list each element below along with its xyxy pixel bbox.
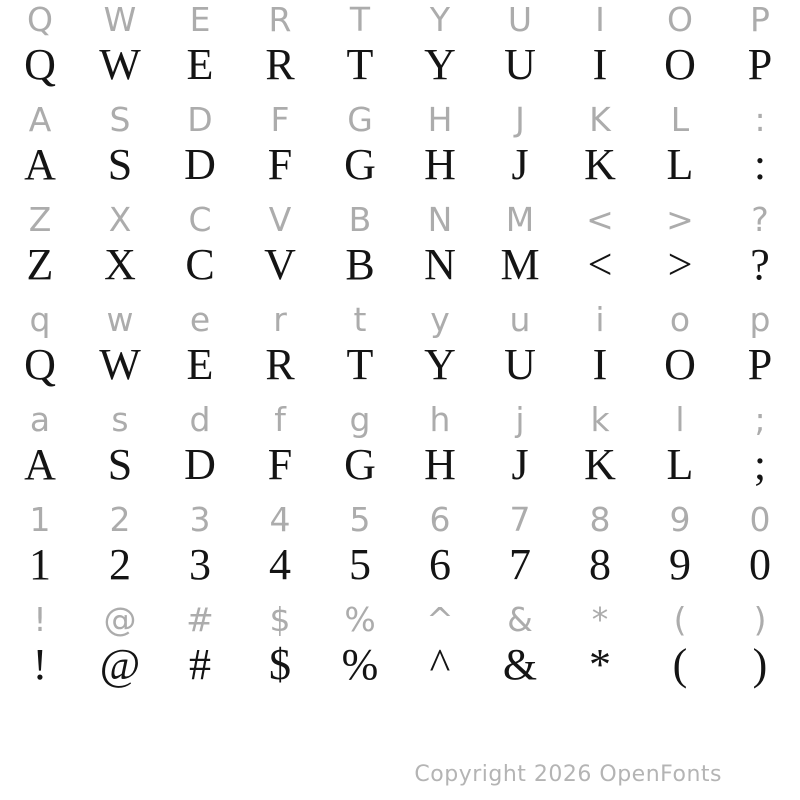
glyph-cell: F bbox=[267, 140, 293, 189]
glyph-cell: H bbox=[424, 440, 456, 489]
glyph-cell: 2 bbox=[109, 540, 131, 589]
glyph-cell: ; bbox=[753, 440, 767, 489]
glyph-cell: o bbox=[669, 300, 691, 339]
glyph-cell: h bbox=[429, 400, 451, 439]
glyph-cell: Z bbox=[26, 240, 54, 289]
glyph-cell: W bbox=[99, 40, 141, 89]
glyph-cell: ! bbox=[32, 640, 48, 689]
glyph-cell: 4 bbox=[269, 540, 291, 589]
glyph-cell: B bbox=[348, 200, 372, 239]
glyph-cell: V bbox=[264, 240, 296, 289]
glyph-cell: K bbox=[589, 100, 611, 139]
glyph-cell: O bbox=[667, 0, 693, 39]
glyph-cell: N bbox=[427, 200, 453, 239]
glyph-cell: ( bbox=[673, 600, 687, 639]
glyph-cell: E bbox=[186, 40, 214, 89]
glyph-cell: s bbox=[111, 400, 129, 439]
glyph-cell: : bbox=[753, 140, 767, 189]
glyph-cell: u bbox=[509, 300, 531, 339]
glyph-cell: X bbox=[108, 200, 132, 239]
glyph-cell: Y bbox=[424, 340, 456, 389]
glyph-cell: ) bbox=[752, 640, 768, 689]
glyph-cell: Z bbox=[28, 200, 52, 239]
glyph-cell: A bbox=[24, 140, 56, 189]
glyph-cell: M bbox=[500, 240, 540, 289]
glyph-cell: @ bbox=[103, 600, 137, 639]
glyph-row-pair-uppercase-2 bbox=[0, 100, 800, 200]
reference-row bbox=[0, 200, 800, 240]
glyph-cell: G bbox=[347, 100, 373, 139]
glyph-cell: I bbox=[592, 340, 608, 389]
glyph-cell: U bbox=[504, 340, 536, 389]
glyph-cell: 8 bbox=[589, 540, 611, 589]
glyph-cell: & bbox=[507, 600, 533, 639]
glyph-cell: * bbox=[591, 600, 609, 639]
glyph-cell: y bbox=[430, 300, 450, 339]
glyph-cell: t bbox=[353, 300, 367, 339]
reference-row bbox=[0, 100, 800, 140]
glyph-cell: Y bbox=[429, 0, 451, 39]
glyph-cell: U bbox=[504, 40, 536, 89]
glyph-cell: ( bbox=[672, 640, 688, 689]
glyph-cell: X bbox=[104, 240, 136, 289]
glyph-cell: g bbox=[349, 400, 371, 439]
glyph-cell: S bbox=[107, 140, 133, 189]
preview-row bbox=[0, 436, 800, 494]
glyph-cell: 1 bbox=[29, 500, 51, 539]
glyph-cell: ! bbox=[33, 600, 47, 639]
glyph-cell: w bbox=[106, 300, 134, 339]
glyph-cell: Q bbox=[27, 0, 53, 39]
glyph-row-pair-uppercase-1 bbox=[0, 0, 800, 100]
glyph-cell: N bbox=[424, 240, 456, 289]
glyph-cell: 5 bbox=[349, 540, 371, 589]
glyph-cell: a bbox=[29, 400, 51, 439]
preview-row bbox=[0, 336, 800, 394]
glyph-cell: f bbox=[274, 400, 286, 439]
reference-row bbox=[0, 400, 800, 440]
glyph-cell: L bbox=[670, 100, 690, 139]
glyph-cell: # bbox=[189, 640, 211, 689]
glyph-cell: R bbox=[265, 340, 295, 389]
glyph-cell: q bbox=[29, 300, 51, 339]
glyph-cell: l bbox=[675, 400, 685, 439]
glyph-cell: I bbox=[595, 0, 605, 39]
glyph-cell: K bbox=[584, 140, 616, 189]
glyph-cell: 5 bbox=[349, 500, 371, 539]
glyph-cell: j bbox=[515, 400, 525, 439]
preview-row bbox=[0, 236, 800, 294]
glyph-cell: G bbox=[344, 140, 376, 189]
glyph-cell: P bbox=[750, 0, 770, 39]
glyph-cell: V bbox=[268, 200, 292, 239]
glyph-cell: % bbox=[341, 640, 379, 689]
glyph-cell: F bbox=[267, 440, 293, 489]
glyph-cell: O bbox=[664, 40, 696, 89]
glyph-cell: ? bbox=[750, 240, 770, 289]
glyph-cell: i bbox=[595, 300, 605, 339]
glyph-cell: K bbox=[584, 440, 616, 489]
glyph-cell: > bbox=[666, 200, 694, 239]
reference-row bbox=[0, 300, 800, 340]
glyph-cell: 6 bbox=[429, 540, 451, 589]
glyph-cell: A bbox=[24, 440, 56, 489]
glyph-cell: 8 bbox=[589, 500, 611, 539]
glyph-cell: W bbox=[103, 0, 137, 39]
glyph-cell: # bbox=[186, 600, 214, 639]
glyph-cell: ^ bbox=[426, 600, 454, 639]
reference-row bbox=[0, 500, 800, 540]
glyph-cell: W bbox=[99, 340, 141, 389]
glyph-cell: % bbox=[344, 600, 376, 639]
glyph-cell: L bbox=[666, 140, 694, 189]
glyph-cell: 9 bbox=[669, 500, 691, 539]
glyph-cell: > bbox=[667, 240, 693, 289]
glyph-cell: D bbox=[184, 140, 216, 189]
glyph-cell: C bbox=[188, 200, 212, 239]
glyph-cell: D bbox=[184, 440, 216, 489]
glyph-row-pair-lowercase-1 bbox=[0, 300, 800, 400]
glyph-cell: 9 bbox=[669, 540, 691, 589]
glyph-cell: U bbox=[507, 0, 533, 39]
glyph-cell: : bbox=[754, 100, 766, 139]
glyph-cell: A bbox=[28, 100, 52, 139]
copyright-text: Copyright 2026 OpenFonts bbox=[414, 762, 722, 787]
glyph-cell: D bbox=[187, 100, 213, 139]
glyph-cell: Q bbox=[24, 340, 56, 389]
glyph-cell: ? bbox=[751, 200, 769, 239]
glyph-cell: L bbox=[666, 440, 694, 489]
glyph-cell: Y bbox=[424, 40, 456, 89]
glyph-cell: ) bbox=[753, 600, 767, 639]
reference-row bbox=[0, 600, 800, 640]
glyph-cell: $ bbox=[269, 600, 291, 639]
glyph-cell: ^ bbox=[429, 640, 451, 689]
glyph-cell: H bbox=[427, 100, 453, 139]
preview-row bbox=[0, 136, 800, 194]
glyph-cell: T bbox=[346, 340, 374, 389]
glyph-cell: S bbox=[107, 440, 133, 489]
glyph-cell: d bbox=[189, 400, 211, 439]
glyph-cell: 7 bbox=[509, 540, 531, 589]
preview-row bbox=[0, 536, 800, 594]
glyph-cell: p bbox=[749, 300, 771, 339]
glyph-cell: * bbox=[589, 640, 611, 689]
glyph-cell: P bbox=[747, 40, 773, 89]
glyph-cell: ; bbox=[754, 400, 766, 439]
glyph-cell: k bbox=[590, 400, 610, 439]
glyph-cell: S bbox=[109, 100, 131, 139]
reference-row bbox=[0, 0, 800, 40]
glyph-cell: Q bbox=[24, 40, 56, 89]
glyph-cell: P bbox=[747, 340, 773, 389]
glyph-cell: 7 bbox=[509, 500, 531, 539]
glyph-cell: J bbox=[511, 440, 529, 489]
preview-row bbox=[0, 636, 800, 694]
glyph-cell: 0 bbox=[749, 500, 771, 539]
glyph-cell: R bbox=[265, 40, 295, 89]
glyph-cell: E bbox=[186, 340, 214, 389]
glyph-cell: < bbox=[586, 200, 614, 239]
glyph-row-pair-uppercase-3 bbox=[0, 200, 800, 300]
glyph-cell: M bbox=[505, 200, 535, 239]
glyph-cell: 0 bbox=[749, 540, 771, 589]
glyph-cell: I bbox=[592, 40, 608, 89]
glyph-cell: H bbox=[424, 140, 456, 189]
glyph-cell: 1 bbox=[29, 540, 51, 589]
glyph-cell: F bbox=[270, 100, 290, 139]
glyph-cell: E bbox=[189, 0, 211, 39]
preview-row bbox=[0, 36, 800, 94]
glyph-cell: B bbox=[345, 240, 375, 289]
glyph-cell: @ bbox=[99, 640, 141, 689]
glyph-cell: r bbox=[273, 300, 287, 339]
glyph-row-pair-lowercase-2 bbox=[0, 400, 800, 500]
glyph-cell: G bbox=[344, 440, 376, 489]
glyph-cell: T bbox=[346, 40, 374, 89]
glyph-cell: C bbox=[185, 240, 215, 289]
glyph-cell: J bbox=[515, 100, 525, 139]
glyph-cell: 2 bbox=[109, 500, 131, 539]
glyph-row-pair-symbols bbox=[0, 600, 800, 700]
glyph-cell: e bbox=[189, 300, 211, 339]
glyph-cell: 3 bbox=[189, 540, 211, 589]
glyph-cell: T bbox=[349, 0, 371, 39]
glyph-cell: 3 bbox=[189, 500, 211, 539]
glyph-cell: < bbox=[587, 240, 613, 289]
glyph-cell: R bbox=[268, 0, 292, 39]
glyph-cell: J bbox=[511, 140, 529, 189]
glyph-cell: $ bbox=[269, 640, 291, 689]
glyph-row-pair-digits bbox=[0, 500, 800, 600]
glyph-cell: O bbox=[664, 340, 696, 389]
glyph-cell: 4 bbox=[269, 500, 291, 539]
glyph-cell: & bbox=[502, 640, 538, 689]
glyph-cell: 6 bbox=[429, 500, 451, 539]
